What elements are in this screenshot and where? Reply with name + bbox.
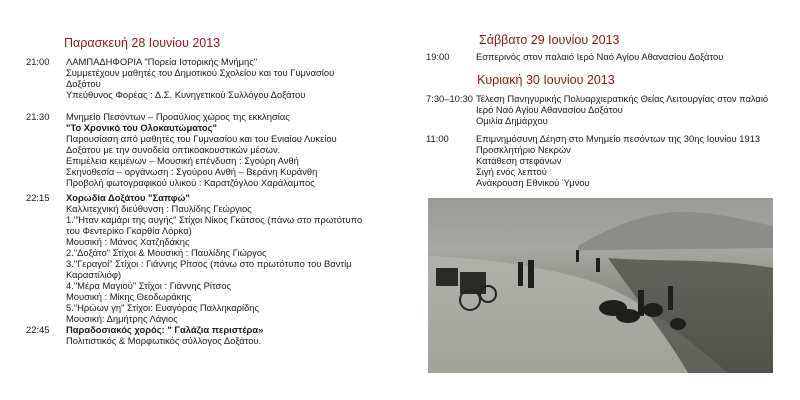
event-time: 22:45 [26, 324, 50, 335]
event-description [476, 51, 723, 62]
event-line: του Φεντερίκο Γκαρθία Λόρκα) [66, 225, 192, 236]
event-time: 21:30 [26, 111, 50, 122]
event-time: 19:00 [426, 51, 450, 62]
event-line: Συμμετέχουν μαθητές του Δημοτικού Σχολείου και του Γυμνασίου [66, 67, 335, 78]
event-description [476, 133, 760, 188]
day-title-sunday: Κυριακή 30 Ιουνίου 2013 [477, 73, 615, 87]
event-line: Χορωδία Δοξάτου "Σαπφώ" [66, 192, 190, 203]
event-line: Δοξάτου με την συνοδεία οπτικοακουστικών μέσων. [66, 144, 281, 155]
event-time: 7:30–10:30 [426, 93, 473, 104]
event-line: 2."Δοξάτο" Στίχοι & Μουσική : Παυλίδης Γιώργος [66, 247, 267, 258]
event-line: 4."Μέρα Μαγιού" Στίχοι : Γιάννης Ρίτσος [66, 280, 232, 291]
event-line: Μουσική : Μάνος Χατζηδάκης [66, 236, 190, 247]
event-line: Δοξάτου [66, 78, 101, 89]
historical-photo [428, 198, 773, 373]
day-title-saturday: Σάββατο 29 Ιουνίου 2013 [479, 33, 620, 47]
event-line: Κατάθεση στεφάνων [476, 155, 562, 166]
event-line: Παραδοσιακός χορός: " Γαλάζια περιστέρα» [66, 324, 264, 335]
event-line: Ομιλία Δημάρχου [476, 115, 548, 126]
event-line: 3."Γεραγοί" Στίχοι : Γιάννης Ρίτσος (πάνω στο πρωτότυπο του Βαντίμ [66, 258, 352, 269]
event-line: Υπεύθυνος Φορέας : Δ.Σ. Κυνηγετικού Συλλόγου Δοξάτου [66, 89, 306, 100]
event-line: 5."Ηρώων γη" Στίχοι: Ευαγόρας Παλληκαρίδης [66, 302, 260, 313]
event-line: Σιγή ενός λεπτού [476, 166, 547, 177]
event-line: 1."Ήταν καμάρι της αυγής" Στίχοι Νίκος Γκάτσος (πάνω στο πρωτότυπο [66, 214, 363, 225]
event-description [476, 93, 768, 126]
event-line: Μουσική : Μίκης Θεοδωράκης [66, 291, 192, 302]
event-description [66, 324, 263, 346]
event-line: Προσκλητήριο Νεκρών [476, 144, 571, 155]
event-line: Προβολή φωτογραφικού υλικού : Καρατζόγλου Χαράλαμπος [66, 177, 315, 188]
event-line: ΛΑΜΠΑΔΗΦΟΡΙΑ "Πορεία Ιστορικής Μνήμης" [66, 56, 258, 67]
event-line: Τέλεση Πανηγυρικής Πολυαρχιερατικής Θείας Λειτουργίας στον παλαιό [476, 93, 769, 104]
event-line: Μουσική: Δημήτρης Λάγιος [66, 313, 178, 324]
event-line: Σκηνοθεσία – οργάνωση : Σγούρου Ανθή – Βεράνη Κυράνθη [66, 166, 318, 177]
event-time: 22:15 [26, 192, 50, 203]
event-line: Μνημείο Πεσόντων – Προαύλιος χώρος της εκκλησίας [66, 111, 290, 122]
event-line: Ανάκρουση Εθνικού Ύμνου [476, 177, 590, 188]
event-time: 21:00 [26, 56, 50, 67]
event-line: Καραστίλιόφ) [66, 269, 122, 280]
historical-photo-svg [428, 198, 773, 373]
event-time: 11:00 [426, 133, 449, 144]
event-description [66, 111, 337, 188]
event-line: Επιμέλεια κειμένων – Μουσική επένδυση : Σγούρη Ανθή [66, 155, 299, 166]
event-line: Καλλιτεχνική διεύθυνση : Παυλίδης Γεώργιος [66, 203, 252, 214]
event-description [66, 192, 362, 324]
event-line: Επιμνημόσυνη Δέηση στο Μνημείο πεσόντων της 30ης Ιουνίου 1913 [476, 133, 761, 144]
event-line: Ιερό Ναό Αγίου Αθανασίου Δοξάτου [476, 104, 623, 115]
event-line: Πολιτιστικός & Μορφωτικός σύλλογος Δοξάτου. [66, 335, 262, 346]
event-line: Εσπερινός στον παλαιό Ιερό Ναό Αγίου Αθανασίου Δοξάτου [476, 51, 724, 62]
event-description [66, 56, 334, 100]
day-title-friday: Παρασκευή 28 Ιουνίου 2013 [64, 36, 221, 50]
event-line: "Το Χρονικό του Ολοκαυτώματος" [66, 122, 217, 133]
event-line: Παρουσίαση από μαθητές του Γυμνασίου και του Ενιαίου Λυκείου [66, 133, 337, 144]
